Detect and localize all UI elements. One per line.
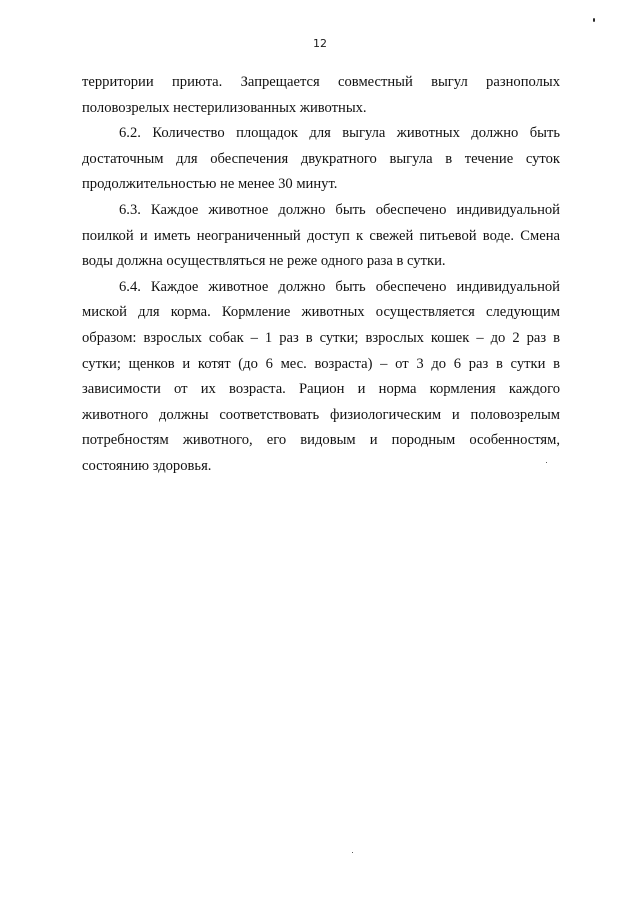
text-line: воды должна осуществляться не реже одного раза в сутки. [82, 253, 446, 270]
text-line: продолжительностью не менее 30 минут. [82, 176, 338, 193]
paragraph-6-3 [82, 198, 560, 275]
document-body [82, 70, 560, 480]
text-line: достаточным для обеспечения двукратного выгула в течение суток [82, 150, 560, 167]
paragraph-continuation [82, 70, 560, 121]
text-line: образом: взрослых собак – 1 раз в сутки; взрослых кошек – до 2 раз в [82, 329, 560, 346]
text-line: 6.2. Количество площадок для выгула животных должно быть [119, 125, 560, 142]
text-line: состоянию здоровья. [82, 457, 212, 474]
text-line: зависимости от их возраста. Рацион и норма кормления каждого [82, 381, 560, 398]
scan-speck [352, 852, 353, 853]
scan-speck [593, 18, 595, 22]
text-line: сутки; щенков и котят (до 6 мес. возраста) – от 3 до 6 раз в сутки в [82, 355, 560, 372]
text-line: 6.3. Каждое животное должно быть обеспечено индивидуальной [119, 201, 560, 218]
text-line: половозрелых нестерилизованных животных. [82, 99, 367, 116]
text-line: потребностям животного, его видовым и породным особенностям, [82, 432, 560, 449]
text-line: поилкой и иметь неограниченный доступ к свежей питьевой воде. Смена [82, 227, 560, 244]
text-line: 6.4. Каждое животное должно быть обеспечено индивидуальной [119, 278, 560, 295]
text-line: территории приюта. Запрещается совместный выгул разнополых [82, 74, 560, 90]
text-line: миской для корма. Кормление животных осуществляется следующим [82, 304, 560, 321]
paragraph-6-4 [82, 275, 560, 480]
paragraph-6-2 [82, 121, 560, 198]
page-number: 12 [313, 37, 327, 50]
text-line: животного должны соответствовать физиологическим и половозрелым [82, 406, 560, 423]
scan-speck [546, 462, 547, 463]
